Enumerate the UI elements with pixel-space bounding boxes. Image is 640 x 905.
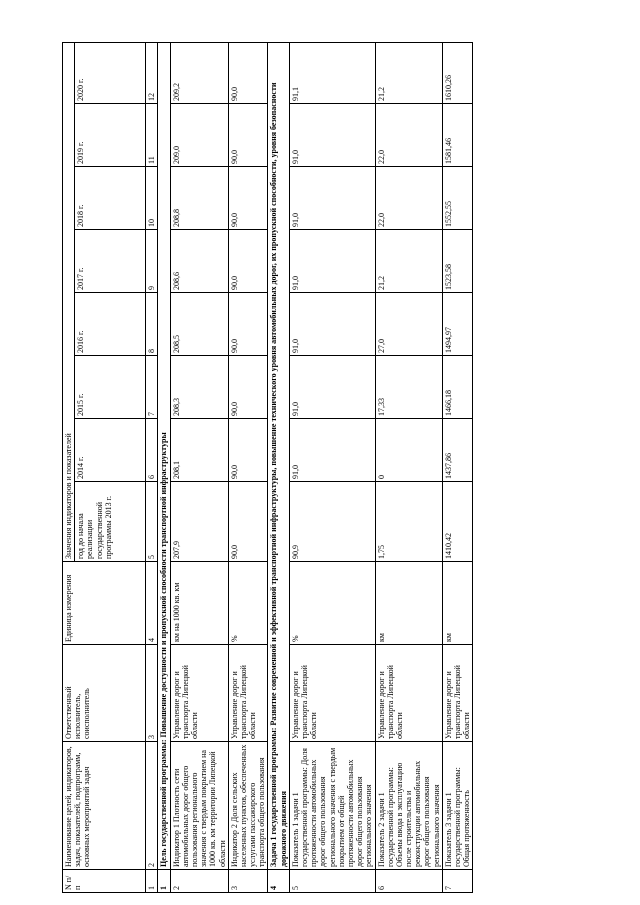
row-number: 6 (375, 870, 442, 893)
row-value: 208,3 (170, 356, 228, 419)
row-name: Показатель 2 задачи 1 государственной программы: Объемы ввода в эксплуатацию после строительства и реконструкции автомобильных дорог общего пользования регионального значения (375, 742, 442, 870)
row-responsible: Управление дорог и транспорта Липецкой области (170, 645, 228, 742)
row-value: 208,6 (170, 230, 228, 293)
row-responsible: Управление дорог и транспорта Липецкой области (289, 645, 375, 742)
header-year: 2015 г. (75, 356, 146, 419)
row-value: 1581,46 (442, 104, 473, 167)
column-number: 7 (146, 356, 158, 419)
header-name: Наименование целей, индикаторов, задач, показателей, подпрограмм, основных мероприятий задач (63, 742, 146, 870)
header-year: 2016 г. (75, 293, 146, 356)
row-name: Показатель 1 задачи 1 государственной программы: Доля протяженности автомобильных дорог общего пользования регионального значения с твердым покрытием от общей протяженности автомобильных дорог общего пользования регионального значения (289, 742, 375, 870)
column-number: 11 (146, 104, 158, 167)
goal-row (158, 42, 170, 892)
row-value: 90,0 (228, 482, 268, 562)
row-number: 2 (170, 870, 228, 893)
header-year: 2019 г. (75, 104, 146, 167)
row-value: 209,2 (170, 42, 228, 103)
row-value: 90,0 (228, 230, 268, 293)
task-text: Задача 1 государственной программы: Развитие современной и эффективной транспортной инфраструктуры, повышение технического уровня автомобильных дорог, их пропускной способности, уровня безопасности дорожного движения (268, 42, 289, 869)
row-value: 1494,97 (442, 293, 473, 356)
row-value: 22,0 (375, 167, 442, 230)
row-value: 91,0 (289, 167, 375, 230)
goal-text: Цель государственной программы: Повышение доступности и пропускной способности транспортной инфраструктуры (158, 42, 170, 869)
row-number: 5 (289, 870, 375, 893)
row-value: 1552,55 (442, 167, 473, 230)
indicators-table (62, 42, 473, 893)
header-responsible: Ответственный исполнитель, соисполнитель (63, 645, 146, 742)
column-number: 8 (146, 293, 158, 356)
header-year-base: год до начала реализации государственной программы 2013 г. (75, 482, 146, 562)
row-value: 90,0 (228, 419, 268, 482)
header-year: 2020 г. (75, 42, 146, 103)
row-responsible: Управление дорог и транспорта Липецкой области (228, 645, 268, 742)
row-value: 22,0 (375, 104, 442, 167)
row-number: 3 (228, 870, 268, 893)
row-value: 1610,26 (442, 42, 473, 103)
row-value: 208,5 (170, 293, 228, 356)
table-row (375, 42, 442, 892)
table-row (228, 42, 268, 892)
row-value: 208,1 (170, 419, 228, 482)
header-year: 2018 г. (75, 167, 146, 230)
row-value: 17,33 (375, 356, 442, 419)
column-number: 10 (146, 167, 158, 230)
row-name: Индикатор 2 Доля сельских населенных пунктов, обеспеченных услугами пассажирского транспорта общего пользования (228, 742, 268, 870)
row-unit: км на 1000 кв. км (170, 562, 228, 645)
row-value: 91,0 (289, 356, 375, 419)
task-row (268, 42, 289, 892)
row-value: 0 (375, 419, 442, 482)
row-value: 1466,18 (442, 356, 473, 419)
table-row (289, 42, 375, 892)
row-value: 208,8 (170, 167, 228, 230)
row-value: 90,0 (228, 104, 268, 167)
row-value: 1437,86 (442, 419, 473, 482)
column-number: 4 (146, 562, 158, 645)
row-unit: % (228, 562, 268, 645)
row-value: 1410,42 (442, 482, 473, 562)
header-year: 2017 г. (75, 230, 146, 293)
row-value: 1523,58 (442, 230, 473, 293)
table-row (442, 42, 473, 892)
row-name: Показатель 3 задачи 1 государственной программы: Общая протяженность (442, 742, 473, 870)
row-value: 91,0 (289, 104, 375, 167)
row-value: 90,0 (228, 167, 268, 230)
row-unit: км (375, 562, 442, 645)
row-value: 91,1 (289, 42, 375, 103)
row-responsible: Управление дорог и транспорта Липецкой области (442, 645, 473, 742)
goal-number: 1 (158, 870, 170, 893)
row-value: 1,75 (375, 482, 442, 562)
column-number: 1 (146, 870, 158, 893)
row-value: 90,9 (289, 482, 375, 562)
header-row-1 (63, 42, 75, 892)
row-value: 209,0 (170, 104, 228, 167)
column-number: 5 (146, 482, 158, 562)
header-year: 2014 г. (75, 419, 146, 482)
row-value: 90,0 (228, 293, 268, 356)
column-number: 9 (146, 230, 158, 293)
column-number: 6 (146, 419, 158, 482)
row-value: 91,0 (289, 230, 375, 293)
column-number: 12 (146, 42, 158, 103)
row-value: 91,0 (289, 293, 375, 356)
row-number: 7 (442, 870, 473, 893)
row-value: 21,2 (375, 230, 442, 293)
column-numbers-row (146, 42, 158, 892)
row-value: 90,0 (228, 42, 268, 103)
row-unit: % (289, 562, 375, 645)
column-number: 2 (146, 742, 158, 870)
header-n: N п/п (63, 870, 146, 893)
row-name: Индикатор 1 Плотность сети автомобильных дорог общего пользования регионального значения с твердым покрытием на 1000 кв. км территории Липецкой области (170, 742, 228, 870)
row-unit: км (442, 562, 473, 645)
row-responsible: Управление дорог и транспорта Липецкой области (375, 645, 442, 742)
table-row (170, 42, 228, 892)
row-value: 207,9 (170, 482, 228, 562)
row-value: 21,2 (375, 42, 442, 103)
row-value: 90,0 (228, 356, 268, 419)
row-value: 91,0 (289, 419, 375, 482)
column-number: 3 (146, 645, 158, 742)
task-number: 4 (268, 870, 289, 893)
header-values-group: Значения индикаторов и показателей (63, 42, 75, 561)
header-unit: Единица измерения (63, 562, 146, 645)
row-value: 27,0 (375, 293, 442, 356)
